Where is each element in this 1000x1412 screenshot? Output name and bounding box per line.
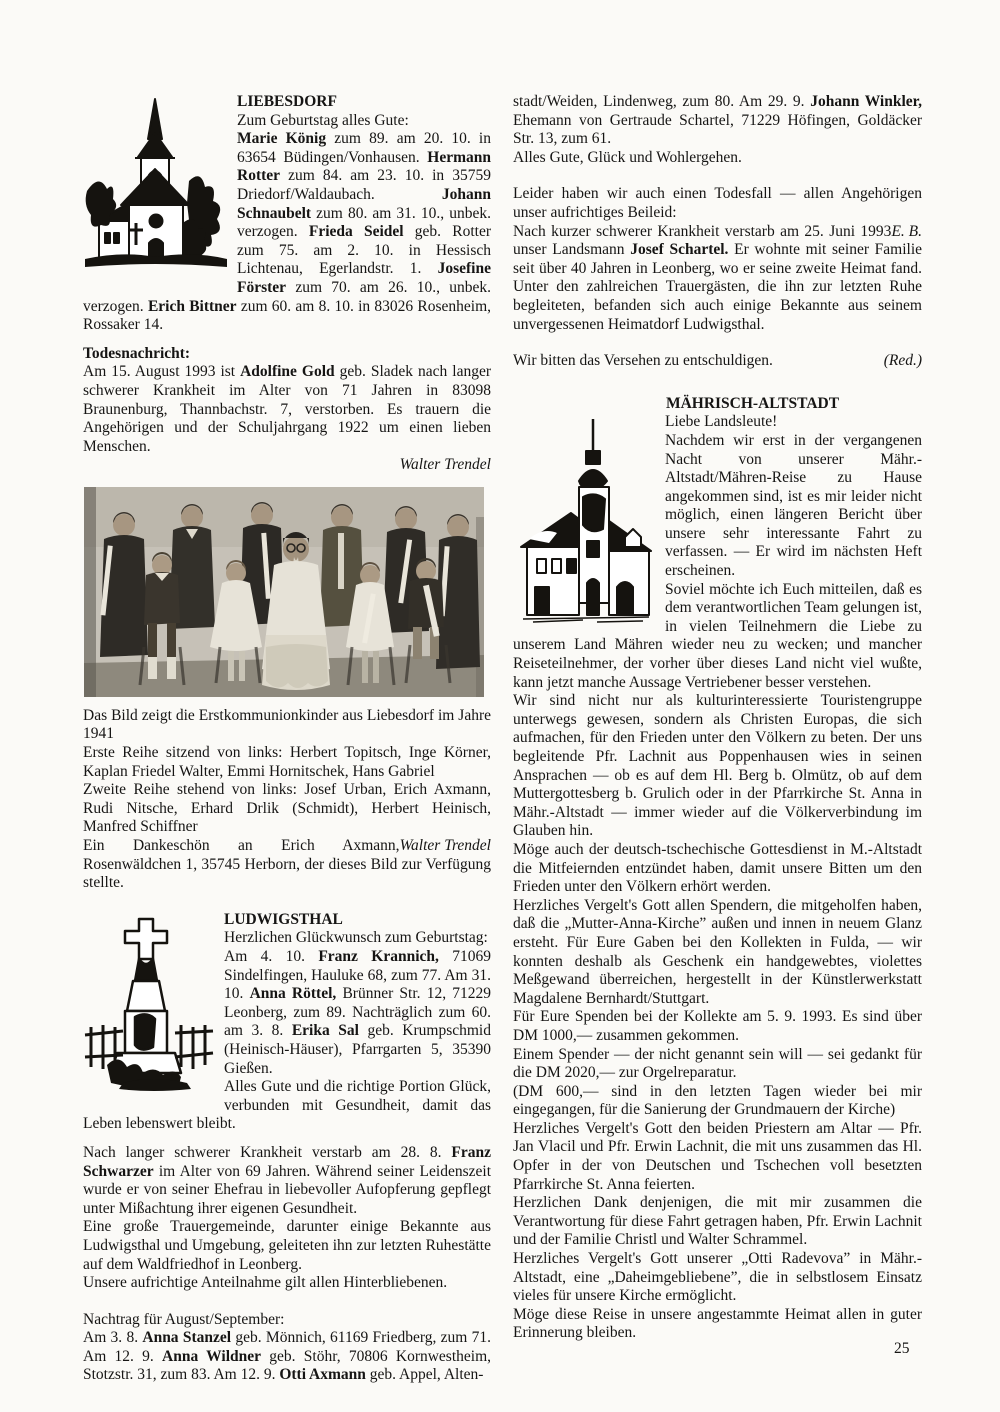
schwarzer-paragraph-1: Nach langer schwerer Krankheit verstarb am 28. 8. Franz Schwarzer im Alter von 69 Jahren. Während seiner Leidenszeit wurde er von seiner Ehefrau in liebevoller Aufopferung gepflegt unter Mißachtung ihrer eigenen Gesundheit. [83, 1143, 491, 1217]
caption-line-3: Zweite Reihe stehend von links: Josef Urban, Erich Axmann, Rudi Nitsche, Erhard Drlik (Schmidt), Herbert Heinisch, Manfred Schiffner [83, 781, 491, 836]
section-winkler-continuation [513, 93, 922, 167]
winkler-paragraph: stadt/Weiden, Lindenweg, zum 80. Am 29. 9. Johann Winkler, Ehemann von Gertraude Schartel, 71229 Höfingen, Goldäcker Str. 13, zum 61. [513, 93, 922, 148]
section-todesfall [513, 185, 922, 334]
caption-signature: Walter Trendel [399, 837, 491, 855]
caption-line-4: Walter Trendel Ein Dankeschön an Erich Axmann, Rosenwäldchen 1, 35745 Herborn, der dieses Bild zur Verfügung stellte. [83, 837, 491, 892]
section-title-liebesdorf: LIEBESDORF [237, 93, 337, 110]
section-title-ludwigsthal: LUDWIGSTHAL [224, 910, 343, 928]
maehrisch-paragraph-12: Möge diese Reise in unsere angestammte Heimat allen in guter Erinnerung bleiben. [513, 1305, 922, 1342]
communion-group-photo [84, 487, 484, 697]
maehrisch-paragraph-6: Für Eure Spenden bei der Kollekte am 5. 9. 1993. Es sind über DM 1000,— zusammen gekommen. [513, 1008, 922, 1044]
signature-eb: E. B. [891, 222, 922, 240]
caption-line-2: Erste Reihe sitzend von links: Herbert Topitsch, Inge Körner, Kaplan Friedel Walter, Emmi Hornitschek, Hans Gabriel [83, 744, 491, 780]
left-column [83, 93, 491, 1385]
liebesdorf-body: Marie König zum 89. am 20. 10. in 63654 Büdingen/Vonhausen. Hermann Rotter zum 84. am 23. 10. in 35759 Driedorf/Waldaubach. Johann Schnaubelt zum 80. am 31. 10., unbek. verzogen. Frieda Seidel geb. Rotter zum 75. am 2. 10. in Hessisch Lichtenau, Egerlandstr. 1. Josefine Förster zum 70. am 26. 10., unbek. verzogen. Erich Bittner zum 60. am 8. 10. in 83026 Rosenheim, Rossaker 14. [83, 130, 491, 334]
maehrisch-paragraph-9: Herzliches Vergelt's Gott den beiden Priestern am Altar — Pfr. Jan Vlacil und Pfr. Erwin Lachnit, die mit uns zusammen das Hl. Opfer in der von Deutschen und Tschechen voll besetzten Pfarrkirche St. Anna feierten. [513, 1119, 922, 1193]
schwarzer-paragraph-3: Unsere aufrichtige Anteilnahme gilt allen Hinterbliebenen. [83, 1274, 448, 1292]
ludwigsthal-closing: Alles Gute und die richtige Portion Glück, verbunden mit Gesundheit, damit das Leben lebenswert bleibt. [83, 1078, 491, 1133]
maehrisch-paragraph-5: Herzliches Vergelt's Gott allen Spendern, die mitgeholfen haben, daß die „Mutter-Anna-Kirche” außen und innen in neuem Glanz ersteht. Für Eure Gaben bei den Kollekten in Fulda, — wir konnten deshalb als Geschenk ein handgewebtes, violettes Meßgewand überreichen, hergestellt in der Künstlerwerkstatt Magdalene Bernhardt/Stuttgart. [513, 896, 922, 1007]
wishes-line: Alles Gute, Glück und Wohlergehen. [513, 148, 742, 166]
signature-red: (Red.) [883, 352, 922, 370]
section-liebesdorf [83, 93, 491, 335]
ludwigsthal-body: Am 4. 10. Franz Krannich, 71069 Sindelfingen, Hauluke 68, zum 77. Am 31. 10. Anna Röttel, Brünner Str. 12, 71229 Leonberg, zum 89. Nachträglich zum 60. am 3. 8. Erika Sal geb. Krumpschmid (Heinisch-Häuser), Pfarrgarten 5, 35390 Gießen. [224, 948, 492, 1077]
todesfall-intro: Leider haben wir auch einen Todesfall — allen Angehörigen unser aufrichtiges Beileid: [513, 185, 922, 221]
section-ludwigsthal [83, 911, 491, 1134]
maehrisch-paragraph-8: (DM 600,— sind in den letzten Tagen wieder bei mir eingegangen, für die Sanierung der Grundmauern der Kirche) [513, 1082, 922, 1119]
todesnachricht-title: Todesnachricht: [83, 344, 191, 362]
todesnachricht-body: Am 15. August 1993 ist Adolfine Gold geb. Sladek nach langer schwerer Krankheit im Alter von 71 Jahren in 83098 Braunenburg, Thannbachstr. 7, verstorben. Es trauern die Angehörigen und der Schuljahrgang 1922 um einen lieben Menschen. [83, 363, 491, 455]
ludwigsthal-memorial-illustration [83, 915, 215, 1095]
section-todesnachricht [83, 345, 491, 475]
nachtrag-body: Am 3. 8. Anna Stanzel geb. Mönnich, 61169 Friedberg, zum 71. Am 12. 9. Anna Wildner geb. Stöhr, 70806 Kornwestheim, Stotzstr. 31, zum 83. Am 12. 9. Otti Axmann geb. Appel, Alten- [83, 1329, 492, 1384]
correction-line: (Red.) Wir bitten das Versehen zu entschuldigen. [513, 352, 922, 370]
section-franz-schwarzer [83, 1144, 491, 1293]
maehrisch-salutation: Liebe Landsleute! [665, 413, 778, 431]
page-number: 25 [894, 1340, 910, 1357]
liebesdorf-intro: Zum Geburtstag alles Gute: [237, 111, 409, 129]
ludwigsthal-intro: Herzlichen Glückwunsch zum Geburtstag: [224, 929, 488, 947]
signature-walter-trendel: Walter Trendel [399, 456, 491, 474]
section-correction [513, 352, 922, 371]
altstadt-church-illustration [513, 417, 655, 623]
maehrisch-paragraph-2: Soviel möchte ich Euch mitteilen, daß es dem verantwortlichen Team gelungen ist, in vielen Teilnehmern die Liebe zu unserem Land Mähren wieder neu zu wecken; und mancher Reiseteilnehmer, der vorher über dieses Land nicht viel wußte, kann jetzt manche Aussage Vertriebener besser verstehen. [513, 580, 922, 691]
section-maehrisch-altstadt [513, 395, 922, 1343]
section-title-maehrisch: MÄHRISCH-ALTSTADT [665, 394, 840, 412]
right-column [513, 93, 922, 1343]
schwarzer-paragraph-2: Eine große Trauergemeinde, darunter einige Bekannte aus Ludwigsthal und Umgebung, geleiteten ihn zur letzten Ruhestätte auf dem Waldfriedhof in Leonberg. [83, 1218, 491, 1273]
maehrisch-paragraph-3: Wir sind nicht nur als kulturinteressierte Touristengruppe unterwegs gewesen, sondern als Christen Europas, die sich aufmachen, für den Frieden unter den Völkern zu beten. Der uns begleitende Pfr. Lachnit aus Poppenhausen wies in seinen Ansprachen — ob es auf dem Hl. Berg b. Olmütz, ob auf dem Muttergottesberg b. Grulich oder in der Pfarrkirche St. Anna in Mähr.-Altstadt — immer wieder auf die Völkerverbindung im Glauben hin. [513, 692, 922, 840]
schartel-paragraph: E. B. Nach kurzer schwerer Krankheit verstarb am 25. Juni 1993 unser Landsmann Josef Schartel. Er wohnte mit seiner Familie seit über 40 Jahren in Leonberg, wo er seine zweite Heimat fand. Unter den zahlreichen Trauergästen, die ihn zur letzten Ruhe begleiteten, befanden sich auch einige Bekannte aus seinem unvergessenen Heimatdorf Ludwigsthal. [513, 222, 923, 333]
maehrisch-paragraph-1: Nachdem wir erst in der vergangenen Nacht von unserer Mähr.-Altstadt/Mähren-Reise zu Hause angekommen sind, ist es mir leider nicht möglich, einen längeren Bericht über unsere sehr interessante Fahrt zu verfassen. — Er wird im nächsten Heft erscheinen. [665, 431, 922, 580]
section-photo-caption [83, 707, 491, 893]
maehrisch-paragraph-4: Möge auch der deutsch-tschechische Gottesdienst in M.-Altstadt die Mitfeiernden entzündet haben, damit unsere Bitten um den Frieden unter den Völkern erhört werden. [513, 840, 922, 896]
maehrisch-paragraph-7: Einem Spender — der nicht genannt sein will — sei gedankt für die DM 2020,— zur Orgelreparatur. [513, 1045, 922, 1082]
liebesdorf-church-illustration [83, 95, 229, 277]
maehrisch-paragraph-11: Herzliches Vergelt's Gott unserer „Otti Radevova” in Mähr.-Altstadt, eine „Daheimgebliebene”, die in selbstlosem Einsatz vieles für unsere Kirche ermöglicht. [513, 1250, 922, 1305]
section-nachtrag [83, 1311, 491, 1385]
maehrisch-paragraph-10: Herzlichen Dank denjenigen, die mit mir zusammen die Verantwortung für diese Fahrt getragen haben, Pfr. Erwin Lachnit und der Familie Christl und Walter Schrammel. [513, 1194, 922, 1249]
nachtrag-title: Nachtrag für August/September: [83, 1310, 285, 1328]
caption-line-1: Das Bild zeigt die Erstkommunionkinder aus Liebesdorf im Jahre 1941 [83, 706, 491, 743]
